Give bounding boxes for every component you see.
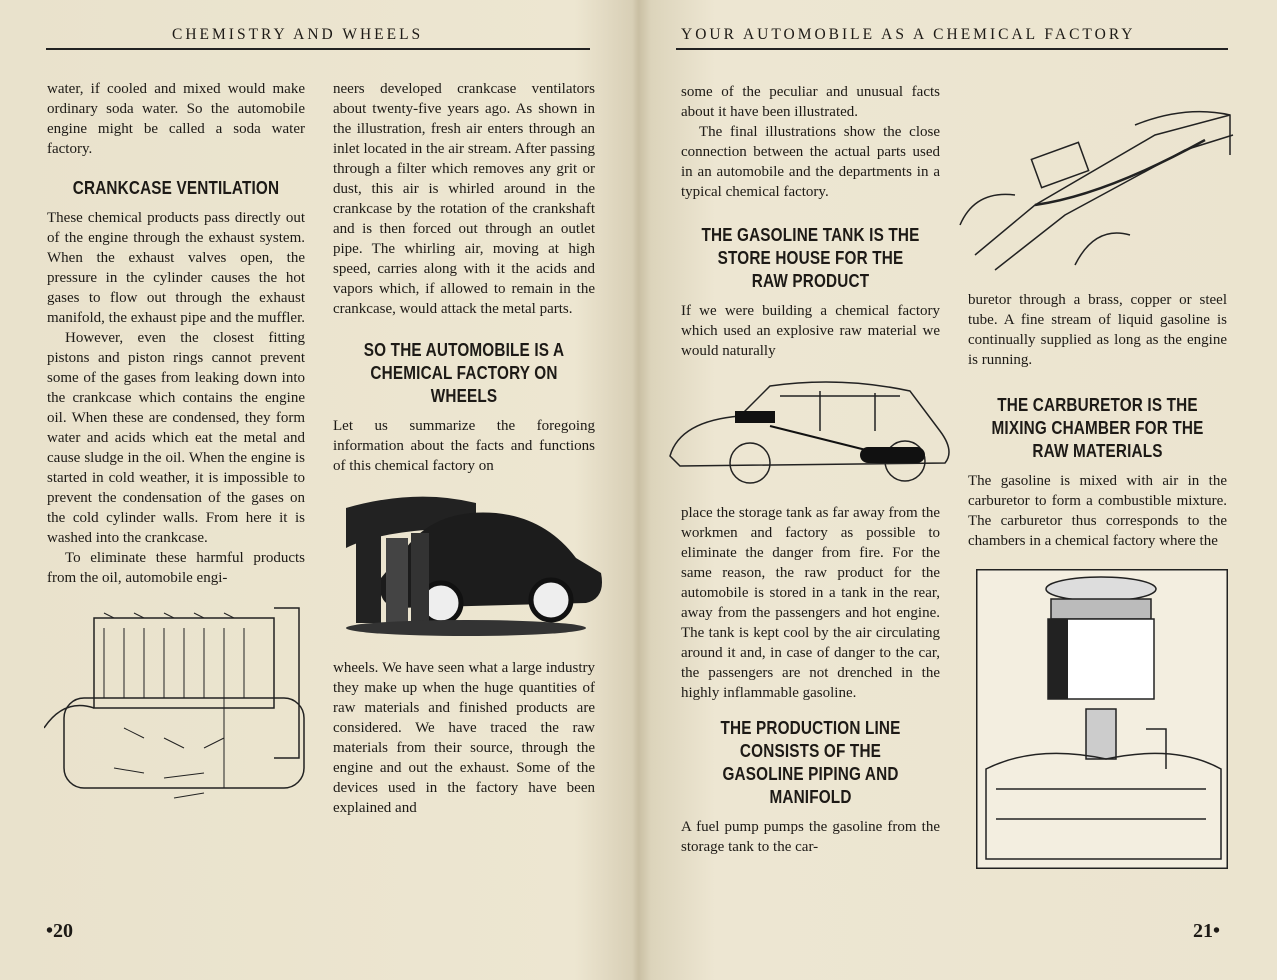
paragraph: The final illustrations show the close connection between the actual parts used in an automobile and the departments in a typical chemical factory. (681, 124, 940, 200)
paragraph: If we were building a chemical factory which used an explosive raw material we would naturally (681, 303, 940, 359)
paragraph: water, if cooled and mixed would make ordinary soda water. So the automobile engine might be called a soda water factory. (47, 81, 305, 157)
section-heading: THE PRODUCTION LINE CONSISTS OF THE GASOLINE PIPING AND MANIFOLD (720, 718, 901, 807)
right-column-1 (681, 82, 940, 857)
section-heading: CRANKCASE VENTILATION (72, 178, 280, 198)
paragraph: The gasoline is mixed with air in the carburetor to form a combustible mixture. The carburetor thus corresponds to the chambers in a chemical factory where the (968, 473, 1227, 549)
left-page-header: CHEMISTRY AND WHEELS (172, 26, 424, 43)
paragraph: wheels. We have seen what a large industry they make up when the huge quantities of raw materials and finished products are considered. We have traced the raw materials from their source, through the engine and out the exhaust. Some of the devices used in the factory have been explained and (333, 660, 595, 816)
paragraph: buretor through a brass, copper or steel tube. A fine stream of liquid gasoline is continually supplied as long as the engine is running. (968, 292, 1227, 368)
left-column-1 (47, 79, 305, 803)
paragraph: These chemical products pass directly out of the engine through the exhaust system. When the exhaust valves open, the pressure in the cylinder causes the hot gases to flow out through the exhaust manifold, the exhaust pipe and the muffler. (47, 210, 305, 326)
section-heading: SO THE AUTOMOBILE IS A CHEMICAL FACTORY ON WHEELS (363, 340, 565, 406)
right-page-header: YOUR AUTOMOBILE AS A CHEMICAL FACTORY (681, 26, 1136, 43)
header-rule (46, 48, 590, 50)
paragraph: some of the peculiar and unusual facts about it have been illustrated. (681, 84, 940, 120)
left-column-2 (333, 79, 595, 818)
section-heading: THE CARBURETOR IS THE MIXING CHAMBER FOR THE RAW MATERIALS (991, 395, 1204, 461)
page-number-right: 21• (1193, 920, 1221, 942)
page-number-left: •20 (46, 920, 74, 942)
paragraph: A fuel pump pumps the gasoline from the storage tank to the car- (681, 819, 940, 855)
crankcase-ventilation-engine-illustration (44, 598, 309, 803)
right-column-2 (968, 95, 1227, 869)
paragraph: However, even the closest fitting pistons and piston rings cannot prevent some of the gases from leaking down into the crankcase which contains the engine oil. When these are condensed, they form water and acids which eat the metal and cause sludge in the oil. When the engine is started in cold weather, it is impossible to prevent the condensation of the gases on the cold cylinder walls. From here it is washed into the crankcase. (47, 330, 305, 546)
paragraph: Let us summarize the foregoing information about the facts and functions of this chemical factory on (333, 418, 595, 474)
section-heading: THE GASOLINE TANK IS THE STORE HOUSE FOR THE RAW PRODUCT (701, 225, 920, 291)
header-rule (676, 48, 1228, 50)
paragraph: place the storage tank as far away from the workmen and factory as possible to eliminate the danger from fire. For the same reason, the raw product for the automobile is stored in a tank in the rear, away from the passengers and hot engine. The tank is kept cool by the air circulating around it and, in case of danger to the car, the passengers are not drenched in the highly inflammable gasoline. (681, 505, 940, 701)
sedan-gas-tank-illustration (660, 371, 960, 493)
chassis-fuel-line-illustration (955, 95, 1235, 280)
paragraph: neers developed crankcase ventilators about twenty-five years ago. As shown in the illustration, fresh air enters through an inlet located in the air stream. After passing through a filter which removes any grit or dust, this air is whirled around in the crankcase by the rotation of the crankshaft and is then forced out through an outlet pipe. The whirling air, moving at high speed, carries along with it the acids and vapors which, if allowed to remain in the crankcase, would attack the metal parts. (333, 81, 595, 317)
paragraph: To eliminate these harmful products from the oil, automobile engi- (47, 550, 305, 586)
car-and-people-illustration (326, 488, 606, 638)
carburetor-illustration (976, 569, 1228, 869)
